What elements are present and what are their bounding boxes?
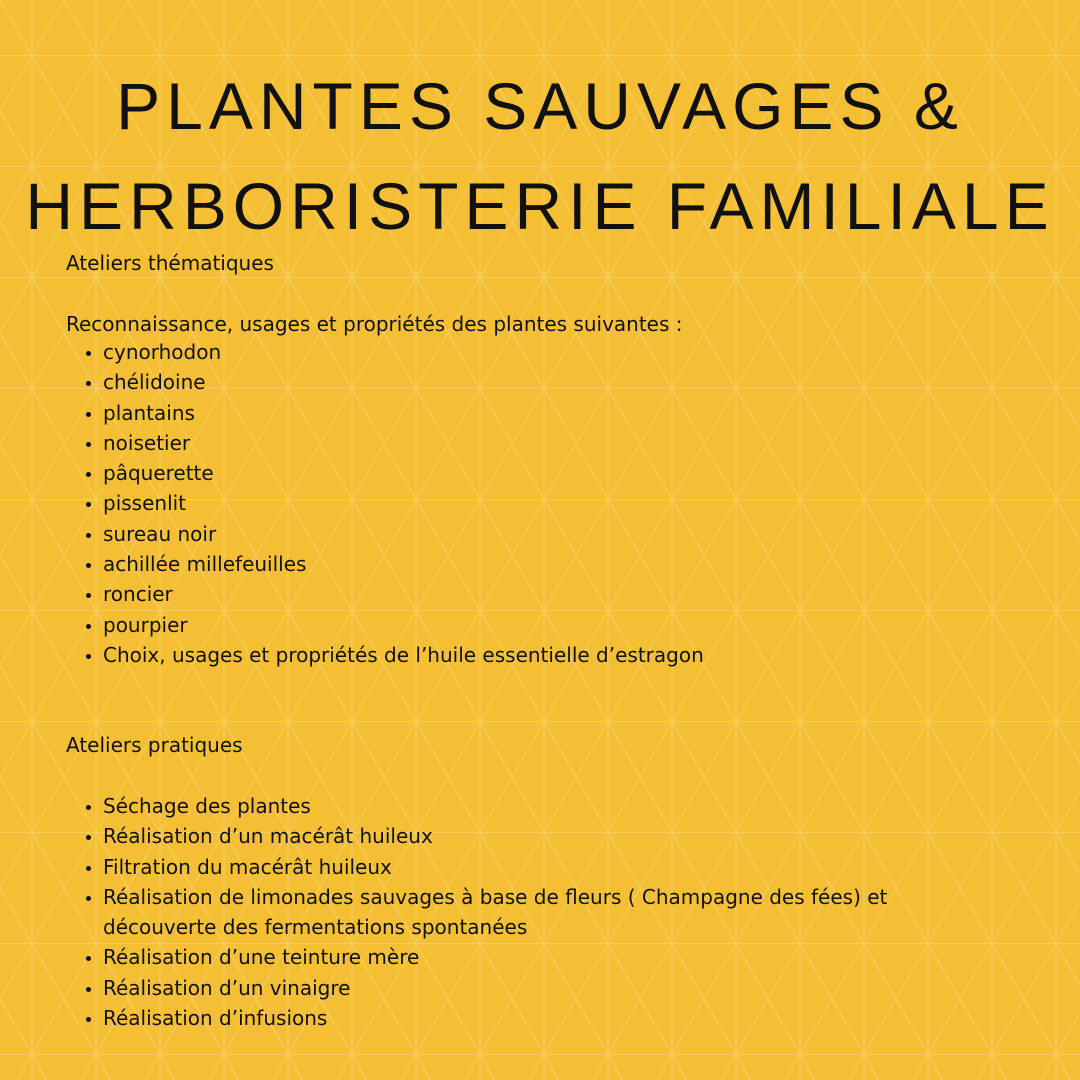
list-item: • pourpier — [103, 610, 704, 640]
list-item: • Réalisation d’infusions — [103, 1003, 1003, 1033]
list-item: • sureau noir — [103, 519, 704, 549]
list-item: • cynorhodon — [103, 337, 704, 367]
list-item: • pissenlit — [103, 488, 704, 518]
section-heading-practical: Ateliers pratiques — [66, 733, 243, 757]
plant-list — [66, 337, 704, 670]
list-item: • Réalisation d’un vinaigre — [103, 973, 1003, 1003]
page-title-line-2: HERBORISTERIE FAMILIALE — [25, 169, 1055, 243]
list-item: • Séchage des plantes — [103, 791, 1003, 821]
practical-list — [66, 791, 1003, 1033]
list-item: • pâquerette — [103, 458, 704, 488]
list-item: • Réalisation d’un macérât huileux — [103, 821, 1003, 851]
section-heading-thematic: Ateliers thématiques — [66, 251, 274, 275]
section-intro: Reconnaissance, usages et propriétés des plantes suivantes : — [66, 312, 683, 336]
list-item: • Réalisation d’une teinture mère — [103, 942, 1003, 972]
list-item: • noisetier — [103, 428, 704, 458]
list-item: • achillée millefeuilles — [103, 549, 704, 579]
list-item: • Choix, usages et propriétés de l’huile essentielle d’estragon — [103, 640, 704, 670]
list-item: • roncier — [103, 579, 704, 609]
list-item: • Réalisation de limonades sauvages à base de fleurs ( Champagne des fées) et découverte des fermentations spontanées — [103, 882, 1003, 943]
list-item: • plantains — [103, 398, 704, 428]
page-title-line-1: PLANTES SAUVAGES & — [116, 69, 964, 143]
list-item: • chélidoine — [103, 367, 704, 397]
list-item: • Filtration du macérât huileux — [103, 852, 1003, 882]
